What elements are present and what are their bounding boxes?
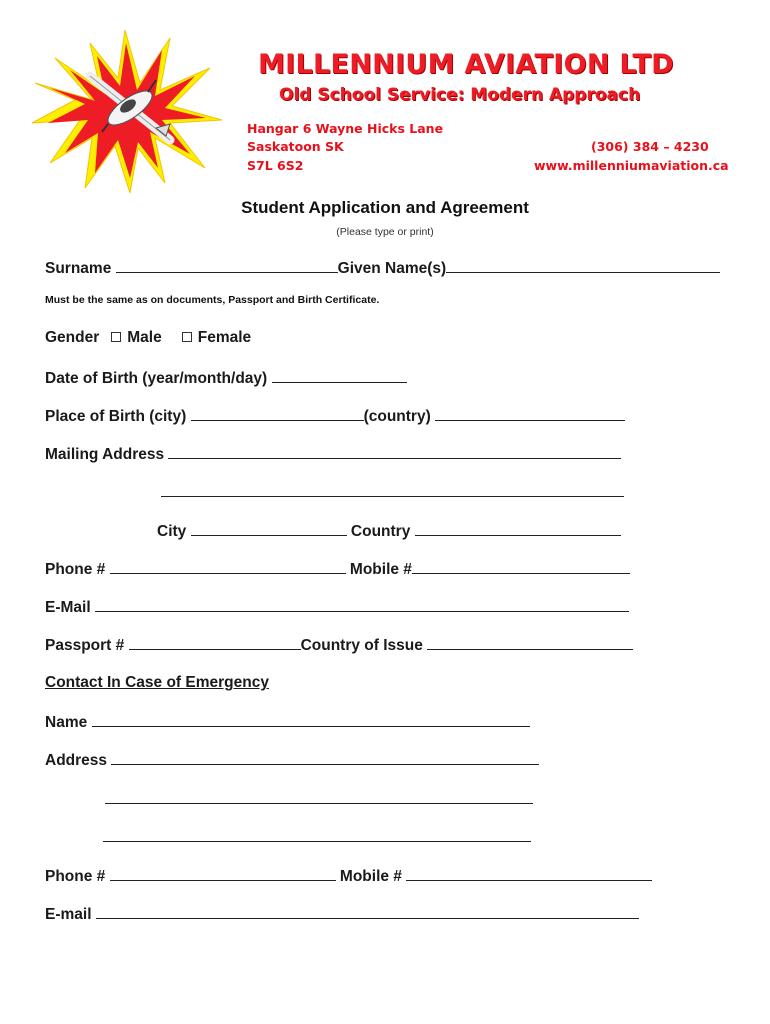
emergency-phone-field[interactable] — [110, 866, 336, 881]
emergency-address-field-3[interactable] — [103, 827, 531, 842]
city-country-row — [157, 521, 621, 541]
company-name: MILLENNIUM AVIATION LTD — [258, 49, 674, 80]
dob-field[interactable] — [272, 368, 407, 383]
email-field[interactable] — [95, 597, 629, 612]
emergency-name-row — [45, 712, 530, 732]
address-line-3: S7L 6S2 — [247, 158, 304, 173]
dob-label: Date of Birth (year/month/day) — [45, 370, 268, 387]
city-label: City — [157, 523, 187, 540]
mailing-address-row-2 — [161, 482, 624, 502]
passport-label: Passport # — [45, 637, 125, 654]
pob-city-label: Place of Birth (city) — [45, 408, 187, 425]
pob-row — [45, 406, 625, 426]
country-of-issue-field[interactable] — [427, 635, 633, 650]
country-of-issue-label: Country of Issue — [300, 637, 423, 654]
mobile-label: Mobile # — [349, 561, 412, 578]
passport-row — [45, 635, 633, 655]
emergency-address-row-2 — [105, 789, 533, 809]
female-checkbox[interactable] — [182, 332, 192, 342]
emergency-name-field[interactable] — [92, 712, 530, 727]
passport-field[interactable] — [129, 635, 301, 650]
email-label: E-Mail — [45, 599, 91, 616]
surname-field[interactable] — [116, 258, 338, 273]
company-tagline: Old School Service: Modern Approach — [279, 85, 641, 105]
country-field[interactable] — [415, 521, 621, 536]
documents-note: Must be the same as on documents, Passport and Birth Certificate. — [45, 294, 380, 306]
emergency-address-field-1[interactable] — [111, 750, 539, 765]
mailing-address-field-2[interactable] — [161, 482, 624, 497]
mobile-field[interactable] — [412, 559, 630, 574]
male-checkbox[interactable] — [111, 332, 121, 342]
emergency-phone-row — [45, 866, 652, 886]
emergency-address-row-3 — [103, 827, 531, 847]
mailing-address-label: Mailing Address — [45, 446, 165, 463]
phone-label: Phone # — [45, 561, 106, 578]
emergency-email-label: E-mail — [45, 906, 92, 923]
given-names-field[interactable] — [446, 258, 720, 273]
male-label: Male — [127, 329, 162, 346]
emergency-mobile-field[interactable] — [406, 866, 652, 881]
emergency-address-row — [45, 750, 539, 770]
emergency-email-row — [45, 904, 639, 924]
pob-city-field[interactable] — [191, 406, 364, 421]
pob-country-label: (country) — [363, 408, 431, 425]
emergency-mobile-label: Mobile # — [339, 868, 402, 885]
gender-label: Gender — [45, 329, 100, 346]
surname-label: Surname — [45, 260, 112, 277]
emergency-heading: Contact In Case of Emergency — [45, 674, 269, 691]
phone-row — [45, 559, 630, 579]
form-subtitle: (Please type or print) — [336, 226, 434, 238]
company-website[interactable]: www.millenniumaviation.ca — [534, 158, 729, 173]
address-line-2: Saskatoon SK — [247, 139, 344, 154]
phone-field[interactable] — [110, 559, 346, 574]
mailing-address-field-1[interactable] — [168, 444, 621, 459]
form-title: Student Application and Agreement — [241, 198, 529, 217]
city-field[interactable] — [191, 521, 347, 536]
emergency-email-field[interactable] — [96, 904, 639, 919]
gender-row — [45, 329, 251, 347]
emergency-name-label: Name — [45, 714, 88, 731]
given-names-label: Given Name(s) — [337, 260, 447, 277]
emergency-address-label: Address — [45, 752, 108, 769]
emergency-address-field-2[interactable] — [105, 789, 533, 804]
female-label: Female — [197, 329, 252, 346]
dob-row — [45, 368, 407, 388]
flame-airplane-logo — [30, 28, 225, 193]
mailing-address-row — [45, 444, 621, 464]
surname-row — [45, 258, 720, 278]
pob-country-field[interactable] — [435, 406, 625, 421]
company-phone: (306) 384 – 4230 — [591, 139, 709, 154]
address-line-1: Hangar 6 Wayne Hicks Lane — [247, 121, 444, 136]
country-label: Country — [350, 523, 411, 540]
emergency-phone-label: Phone # — [45, 868, 106, 885]
email-row — [45, 597, 629, 617]
